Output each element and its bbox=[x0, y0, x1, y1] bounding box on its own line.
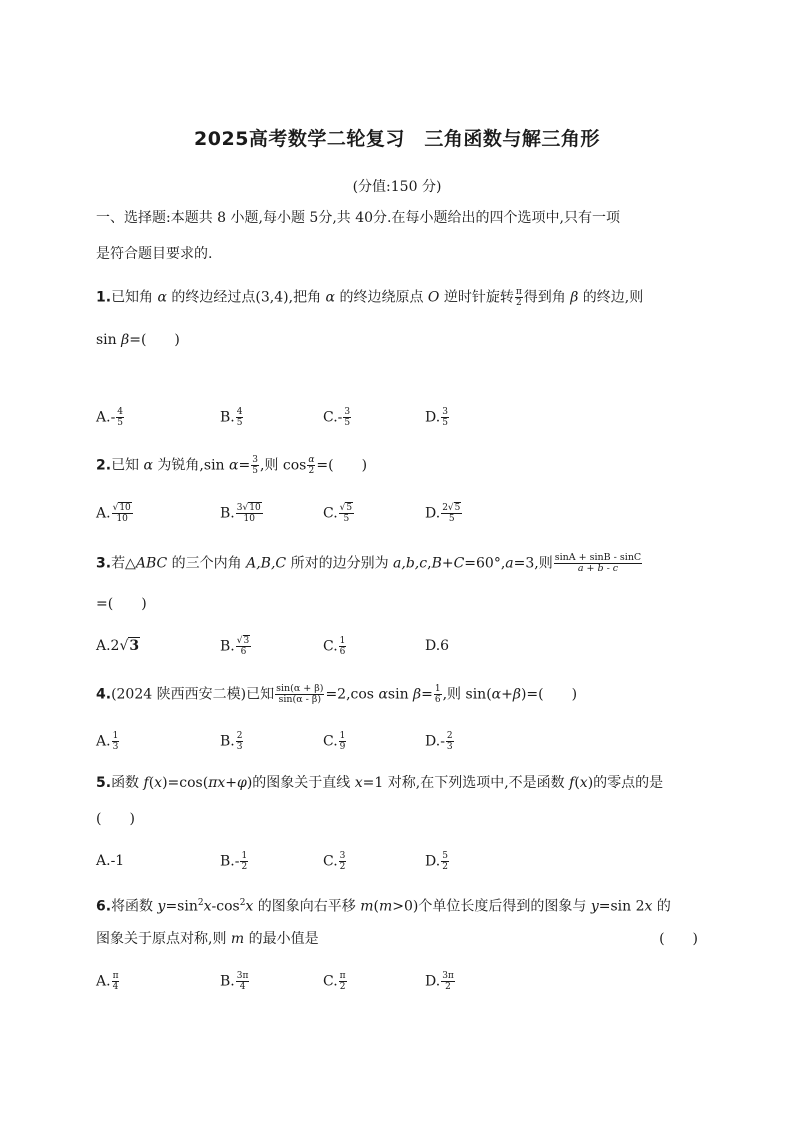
option-d[interactable]: D. $\frac{3}{5}$ bbox=[425, 407, 448, 428]
question-5-line2: ( ) bbox=[96, 811, 135, 827]
option-b[interactable]: B.- $\frac{1}{2}$ bbox=[220, 851, 248, 872]
question-1: 1.已知角 α 的终边经过点(3,4),把角 α 的终边绕原点 O 逆时针旋转 $\frac{\pi}{2}$ 得到角 β 的终边,则 bbox=[96, 287, 644, 308]
option-b[interactable]: B. $\frac{4}{5}$ bbox=[220, 407, 243, 428]
option-c[interactable]: C. $\frac{1}{9}$ bbox=[323, 731, 346, 752]
question-number: 4. bbox=[96, 686, 112, 703]
option-d[interactable]: D.- $\frac{2}{3}$ bbox=[425, 731, 453, 752]
score-note: (分值:150 分) bbox=[352, 179, 442, 195]
question-3: 3.若△ABC 的三个内角 A,B,C 所对的边分别为 a,b,c,B+C=60°,a=3,则 $\frac{\sin A + \sin B - \sin C}{a + b - c}$ bbox=[96, 552, 642, 574]
option-c[interactable]: C. $\frac{\pi}{2}$ bbox=[323, 971, 346, 992]
option-b[interactable]: B. $\frac{3\pi}{4}$ bbox=[220, 971, 249, 992]
question-2: 2.已知 α 为锐角,sin α= $\frac{3}{5}$ ,则 cos $\frac{\alpha}{2}$ =( ) bbox=[96, 455, 368, 476]
option-c[interactable]: C. $\frac{√5}{5}$ bbox=[323, 503, 353, 524]
option-d[interactable]: D. $\frac{5}{2}$ bbox=[425, 851, 448, 872]
question-1-line2: sin β=( ) bbox=[96, 332, 180, 348]
option-a[interactable]: A. $\frac{1}{3}$ bbox=[96, 731, 119, 752]
question-number: 3. bbox=[96, 555, 112, 572]
question-3-line2: =( ) bbox=[96, 596, 147, 612]
question-6-line2: 图象关于原点对称,则 m 的最小值是 ( ) bbox=[96, 931, 698, 947]
fraction: $\frac{\sin A + \sin B - \sin C}{a + b - c}$ bbox=[554, 552, 642, 574]
fraction: $\frac{\pi}{2}$ bbox=[515, 287, 522, 308]
question-number: 2. bbox=[96, 457, 112, 474]
option-b[interactable]: B. $\frac{3√10}{10}$ bbox=[220, 503, 261, 524]
option-a[interactable]: A. $\frac{\pi}{4}$ bbox=[96, 971, 119, 992]
option-a[interactable]: A.- $\frac{4}{5}$ bbox=[96, 407, 124, 428]
question-4: 4.(2024 陕西西安二模)已知 $\frac{\sin(\alpha + \beta)}{\sin(\alpha - \beta)}$ =2,cos αsin β= $\frac{1}{6}$ ,则 sin(α+β)=( ) bbox=[96, 683, 578, 705]
option-a[interactable]: A.2√3 bbox=[96, 638, 140, 654]
section-heading-line2: 是符合题目要求的. bbox=[96, 246, 213, 262]
option-c[interactable]: C. $\frac{1}{6}$ bbox=[323, 636, 346, 657]
section-heading-line1: 一、选择题:本题共 8 小题,每小题 5分,共 40分.在每小题给出的四个选项中,只有一项 bbox=[96, 210, 620, 226]
option-c[interactable]: C. $\frac{3}{2}$ bbox=[323, 851, 346, 872]
fraction: $\frac{\sin(\alpha + \beta)}{\sin(\alpha - \beta)}$ bbox=[276, 683, 324, 705]
option-c[interactable]: C.- $\frac{3}{5}$ bbox=[323, 407, 351, 428]
option-a[interactable]: A. $\frac{√10}{10}$ bbox=[96, 503, 131, 524]
option-d[interactable]: D.6 bbox=[425, 638, 450, 654]
question-number: 5. bbox=[96, 775, 112, 791]
question-6: 6.将函数 $y=\sin^2x-\cos^2x$ 的图象向右平移 m(m>0)个单位长度后得到的图象与 y=sin 2x 的 bbox=[96, 898, 671, 915]
option-b[interactable]: B. $\frac{√3}{6}$ bbox=[220, 636, 250, 657]
page-title: 2025高考数学二轮复习 三角函数与解三角形 bbox=[194, 128, 600, 150]
option-d[interactable]: D. $\frac{2√5}{5}$ bbox=[425, 503, 461, 524]
option-d[interactable]: D. $\frac{3\pi}{2}$ bbox=[425, 971, 454, 992]
option-b[interactable]: B. $\frac{2}{3}$ bbox=[220, 731, 243, 752]
answer-blank: ( ) bbox=[659, 931, 698, 947]
option-a[interactable]: A.-1 bbox=[96, 853, 125, 869]
question-number: 1. bbox=[96, 289, 112, 306]
question-number: 6. bbox=[96, 898, 112, 915]
question-5: 5.函数 f(x)=cos(πx+φ)的图象关于直线 x=1 对称,在下列选项中,不是函数 f(x)的零点的是 bbox=[96, 775, 664, 791]
